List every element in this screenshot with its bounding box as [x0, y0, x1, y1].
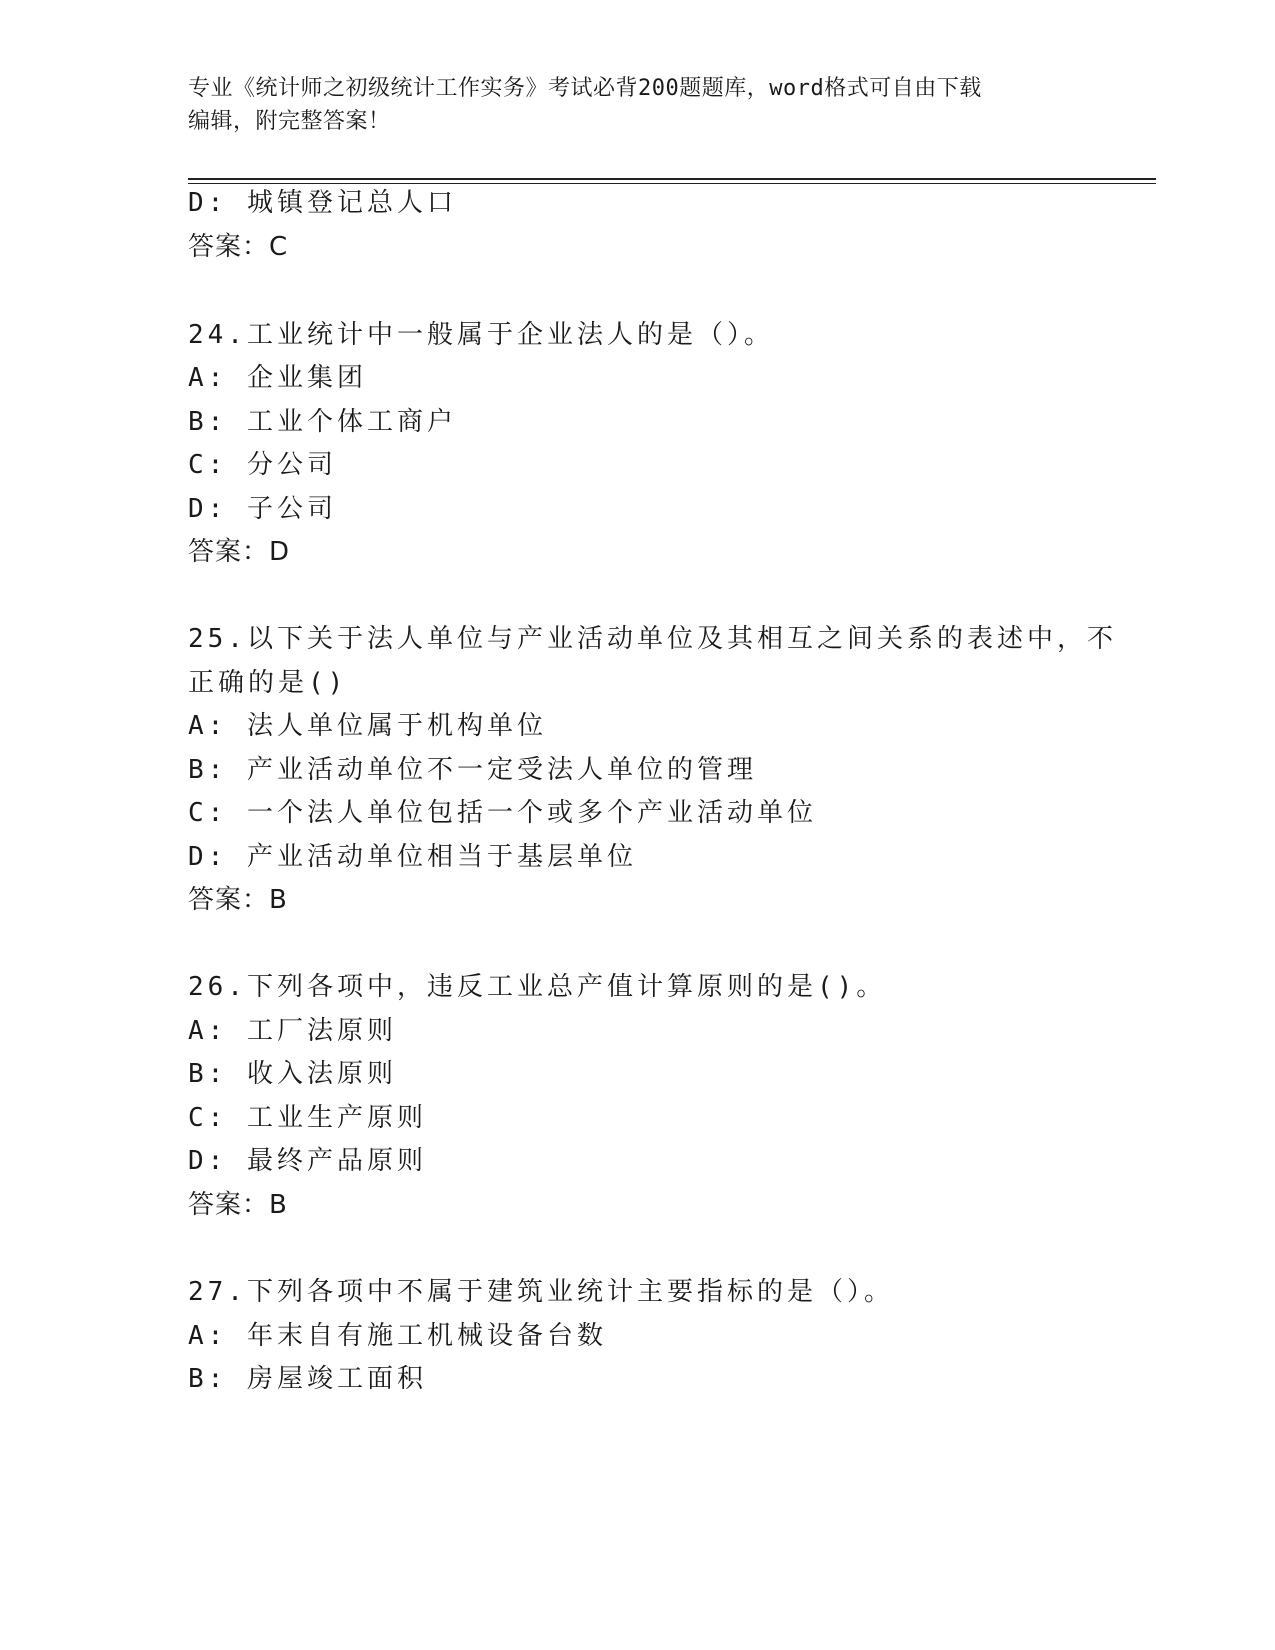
question-26-option-a: A: 工厂法原则 [188, 1016, 397, 1046]
question-25-stem-line-2: 正确的是() [188, 668, 348, 698]
header-divider [188, 178, 1156, 184]
question-26-option-c: C: 工业生产原则 [188, 1103, 427, 1133]
prev-answer: 答案：C [188, 232, 289, 262]
question-25-option-a: A: 法人单位属于机构单位 [188, 711, 547, 741]
question-24-option-d: D: 子公司 [188, 494, 337, 524]
question-24-option-b: B: 工业个体工商户 [188, 407, 457, 437]
question-25-option-d: D: 产业活动单位相当于基层单位 [188, 842, 637, 872]
question-26-option-b: B: 收入法原则 [188, 1059, 397, 1089]
question-26-option-d: D: 最终产品原则 [188, 1146, 427, 1176]
question-27-option-a: A: 年末自有施工机械设备台数 [188, 1321, 607, 1351]
question-25-stem-line-1: 25.以下关于法人单位与产业活动单位及其相互之间关系的表述中，不 [188, 624, 1117, 654]
question-25-answer: 答案：B [188, 885, 288, 915]
question-24-stem: 24.工业统计中一般属于企业法人的是（）。 [188, 320, 774, 350]
question-26-answer: 答案：B [188, 1190, 288, 1220]
question-24-option-c: C: 分公司 [188, 450, 337, 480]
page-header [188, 72, 1088, 138]
question-26-stem: 26.下列各项中，违反工业总产值计算原则的是()。 [188, 972, 887, 1002]
header-line-1: 专业《统计师之初级统计工作实务》考试必背200题题库，word格式可自由下载 [188, 76, 982, 101]
header-line-2: 编辑，附完整答案！ [188, 109, 391, 134]
question-25-option-b: B: 产业活动单位不一定受法人单位的管理 [188, 755, 757, 785]
question-25-option-c: C: 一个法人单位包括一个或多个产业活动单位 [188, 798, 817, 828]
question-24-answer: 答案：D [188, 537, 291, 567]
question-27-stem: 27.下列各项中不属于建筑业统计主要指标的是（）。 [188, 1277, 894, 1307]
prev-option-d: D: 城镇登记总人口 [188, 188, 457, 218]
question-27-option-b: B: 房屋竣工面积 [188, 1364, 427, 1394]
question-24-option-a: A: 企业集团 [188, 363, 367, 393]
